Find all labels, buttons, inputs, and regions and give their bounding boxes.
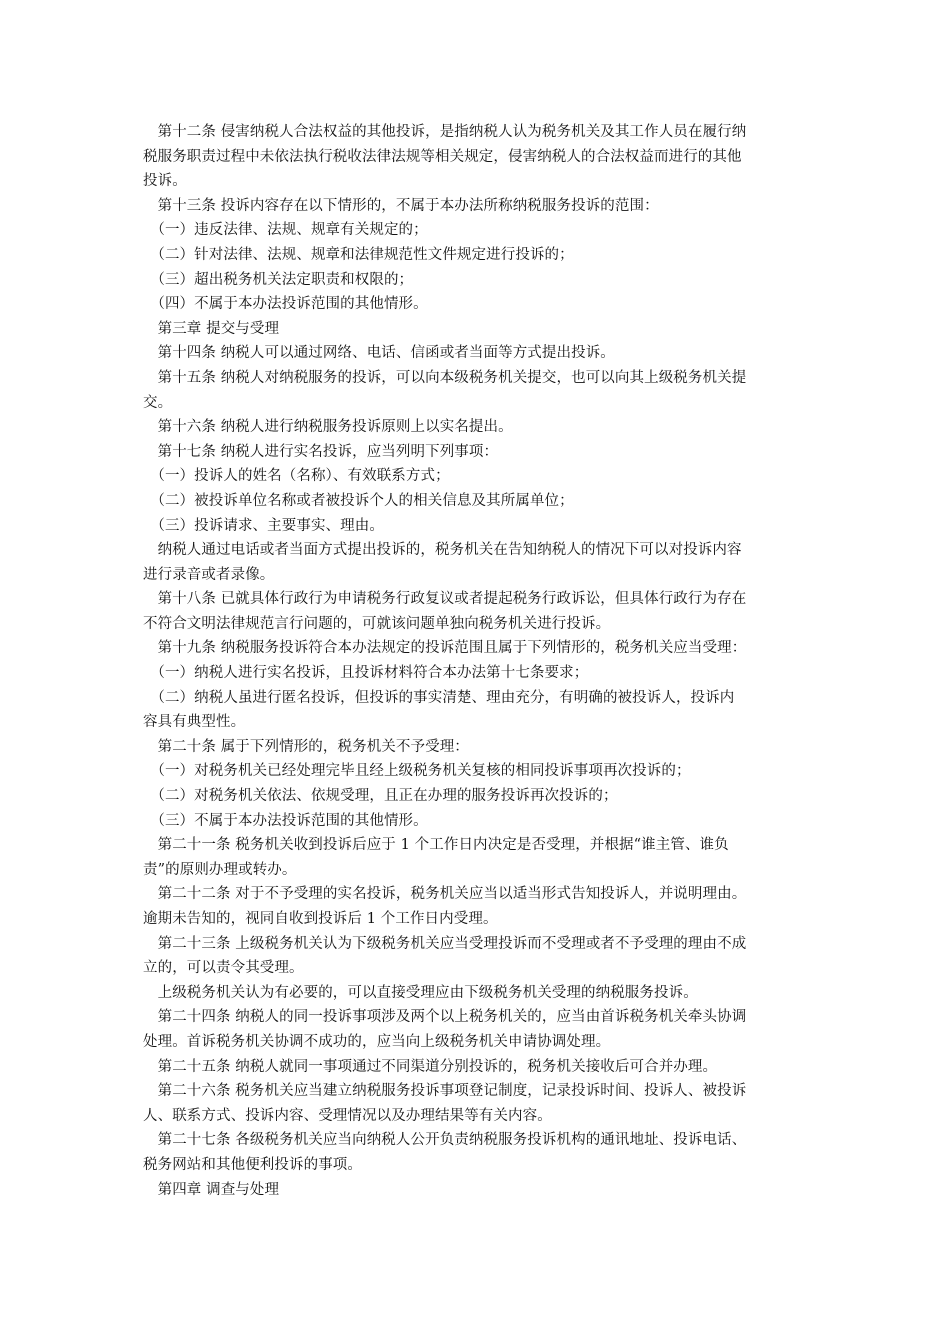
text-line: 不符合文明法律规范言行问题的，可就该问题单独向税务机关进行投诉。 [143,615,611,632]
text-line: （三）投诉请求、主要事实、理由。 [143,517,384,534]
text-line: 第二十四条 纳税人的同一投诉事项涉及两个以上税务机关的，应当由首诉税务机关牵头协调 [143,1009,747,1026]
text-line: 第四章 调查与处理 [143,1181,280,1198]
text-line: （二）被投诉单位名称或者被投诉个人的相关信息及其所属单位； [143,492,574,509]
text-line: 交。 [143,394,173,411]
text-line: 第十四条 纳税人可以通过网络、电话、信函或者当面等方式提出投诉。 [143,345,615,362]
document-body [143,120,808,1202]
text-line: 纳税人通过电话或者当面方式提出投诉的，税务机关在告知纳税人的情况下可以对投诉内容 [143,542,742,559]
text-line: 处理。首诉税务机关协调不成功的，应当向上级税务机关申请协调处理。 [143,1033,611,1050]
text-line: （一）对税务机关已经处理完毕且经上级税务机关复核的相同投诉事项再次投诉的； [143,763,691,780]
text-line: 第十三条 投诉内容存在以下情形的，不属于本办法所称纳税服务投诉的范围： [143,197,659,214]
text-line: 投诉。 [143,173,187,190]
text-line: 容具有典型性。 [143,714,246,731]
text-line: 第二十五条 纳税人就同一事项通过不同渠道分别投诉的，税务机关接收后可合并办理。 [143,1058,718,1075]
text-line: （四）不属于本办法投诉范围的其他情形。 [143,296,428,313]
text-line: 进行录音或者录像。 [143,566,275,583]
text-line: 责”的原则办理或转办。 [143,861,297,878]
text-line: 第十九条 纳税服务投诉符合本办法规定的投诉范围且属于下列情形的，税务机关应当受理： [143,640,747,657]
text-line: （二）纳税人虽进行匿名投诉，但投诉的事实清楚、理由充分，有明确的被投诉人，投诉内 [143,689,735,706]
text-line: （一）纳税人进行实名投诉，且投诉材料符合本办法第十七条要求； [143,665,589,682]
text-line: 税务网站和其他便利投诉的事项。 [143,1156,362,1173]
text-line: 人、联系方式、投诉内容、受理情况以及办理结果等有关内容。 [143,1107,552,1124]
text-line: （一）投诉人的姓名（名称）、有效联系方式； [143,468,450,485]
text-line: （三）超出税务机关法定职责和权限的； [143,271,414,288]
text-line: 第三章 提交与受理 [143,320,280,337]
text-line: （三）不属于本办法投诉范围的其他情形。 [143,812,428,829]
text-line: 第十五条 纳税人对纳税服务的投诉，可以向本级税务机关提交，也可以向其上级税务机关提 [143,369,747,386]
text-line: 第十二条 侵害纳税人合法权益的其他投诉，是指纳税人认为税务机关及其工作人员在履行纳 [143,124,747,140]
text-line: 立的，可以责令其受理。 [143,960,304,977]
text-line: 上级税务机关认为有必要的，可以直接受理应由下级税务机关受理的纳税服务投诉。 [143,984,698,1001]
text-line: 第十六条 纳税人进行纳税服务投诉原则上以实名提出。 [143,419,513,436]
text-line: （一）违反法律、法规、规章有关规定的； [143,222,428,239]
text-line: 税服务职责过程中未依法执行税收法律法规等相关规定，侵害纳税人的合法权益而进行的其他 [143,148,742,165]
text-line: （二）针对法律、法规、规章和法律规范性文件规定进行投诉的； [143,246,574,263]
text-line: 第二十二条 对于不予受理的实名投诉，税务机关应当以适当形式告知投诉人，并说明理由。 [143,886,747,903]
text-line: （二）对税务机关依法、依规受理，且正在办理的服务投诉再次投诉的； [143,788,618,805]
text-line: 第二十三条 上级税务机关认为下级税务机关应当受理投诉而不受理或者不予受理的理由不成 [143,935,747,952]
text-line: 第二十一条 税务机关收到投诉后应于 1 个工作日内决定是否受理，并根据“谁主管、谁负 [143,837,729,854]
text-line: 第十八条 已就具体行政行为申请税务行政复议或者提起税务行政诉讼，但具体行政行为存在 [143,591,747,608]
text-line: 第二十条 属于下列情形的，税务机关不予受理： [143,738,469,755]
text-line: 第十七条 纳税人进行实名投诉，应当列明下列事项： [143,443,499,460]
text-line: 第二十七条 各级税务机关应当向纳税人公开负责纳税服务投诉机构的通讯地址、投诉电话、 [143,1132,747,1149]
text-line: 第二十六条 税务机关应当建立纳税服务投诉事项登记制度，记录投诉时间、投诉人、被投诉 [143,1083,747,1100]
text-line: 逾期未告知的，视同自收到投诉后 1 个工作日内受理。 [143,911,498,927]
